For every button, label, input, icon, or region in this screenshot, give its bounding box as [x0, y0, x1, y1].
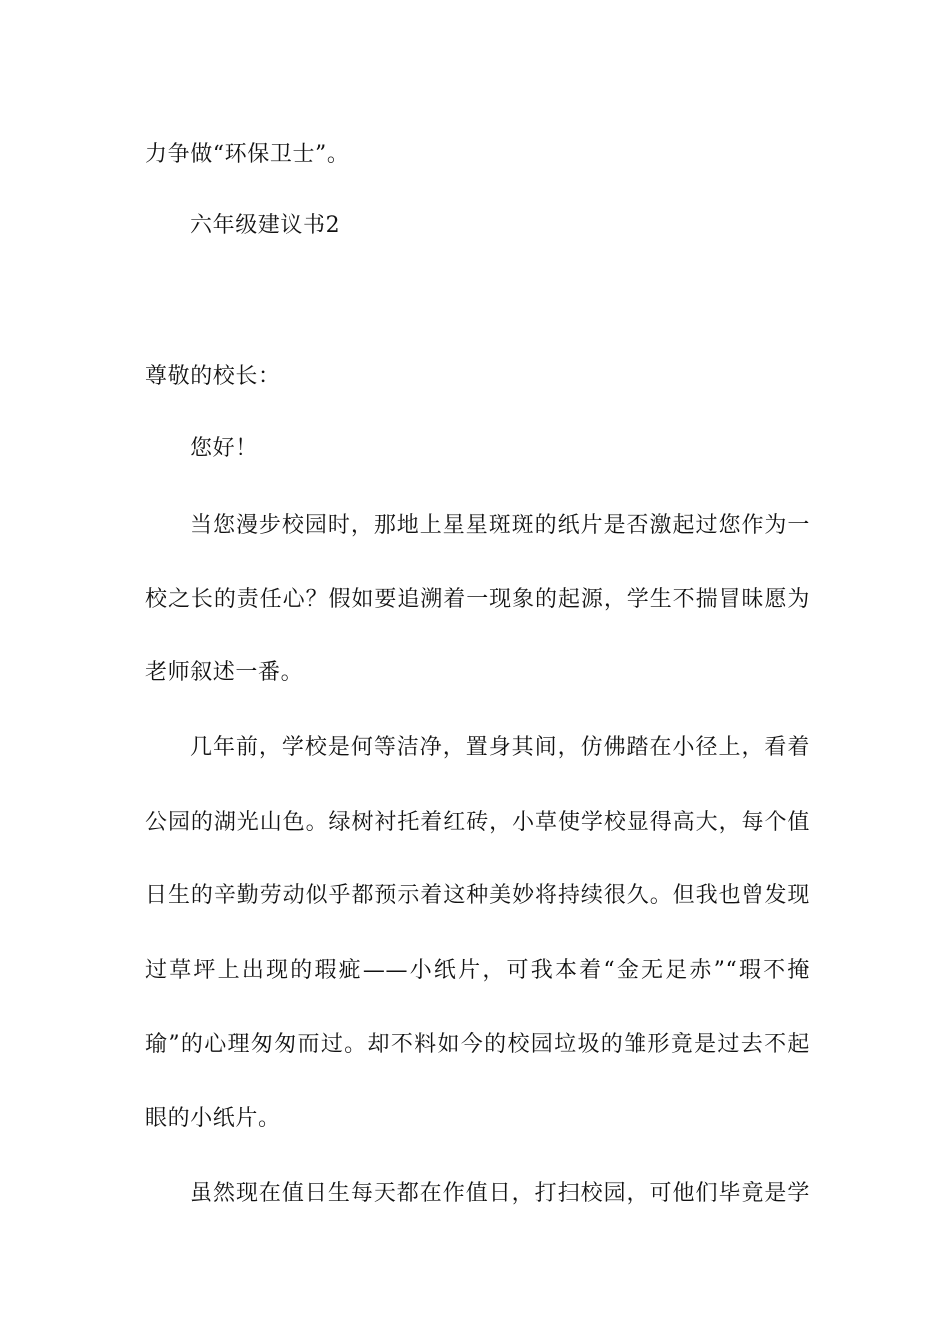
- paragraph-3-line-1: 虽然现在值日生每天都在作值日，打扫校园，可他们毕竟是学: [190, 1181, 810, 1206]
- text-line-closing: 力争做“环保卫士”。: [145, 142, 350, 167]
- paragraph-1-line-3: 老师叙述一番。: [145, 660, 304, 685]
- paragraph-2-line-6: 眼的小纸片。: [145, 1106, 281, 1131]
- salutation: 尊敬的校长：: [145, 364, 281, 389]
- greeting: 您好！: [190, 436, 258, 461]
- paragraph-2-line-5: 瑜”的心理匆匆而过。却不料如今的校园垃圾的雏形竟是过去不起: [145, 1032, 810, 1057]
- paragraph-2-line-3: 日生的辛勤劳动似乎都预示着这种美妙将持续很久。但我也曾发现: [145, 883, 810, 908]
- paragraph-2-line-4: 过草坪上出现的瑕疵——小纸片，可我本着“金无足赤”“瑕不掩: [145, 958, 810, 983]
- paragraph-1-line-1: 当您漫步校园时，那地上星星斑斑的纸片是否激起过您作为一: [190, 513, 810, 538]
- paragraph-2-line-1: 几年前，学校是何等洁净，置身其间，仿佛踏在小径上，看着: [190, 735, 810, 760]
- paragraph-2-line-2: 公园的湖光山色。绿树衬托着红砖，小草使学校显得高大，每个值: [145, 810, 810, 835]
- section-heading: 六年级建议书2: [190, 213, 341, 238]
- paragraph-1-line-2: 校之长的责任心？假如要追溯着一现象的起源，学生不揣冒昧愿为: [145, 587, 810, 612]
